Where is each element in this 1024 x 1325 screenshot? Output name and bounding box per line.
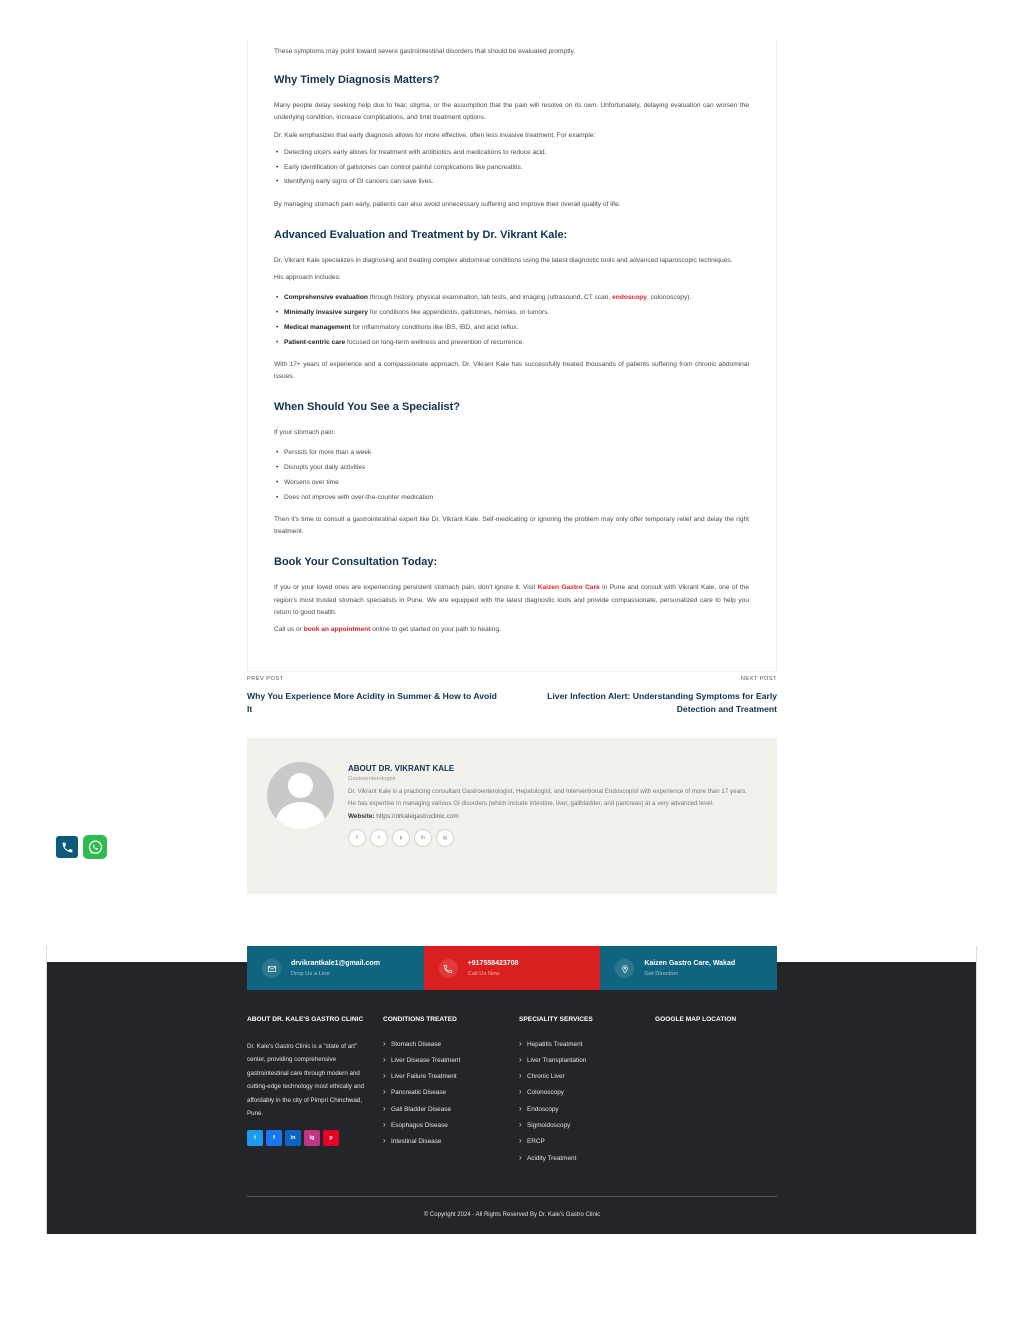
envelope-icon (262, 959, 281, 978)
footer-link[interactable]: › Colonoscopy (519, 1088, 644, 1098)
list-item: • Worsens over time (274, 477, 749, 489)
footer-link[interactable]: › Stomach Disease (383, 1040, 508, 1050)
instagram-icon[interactable]: ig (304, 1130, 320, 1146)
footer-link[interactable]: › Sigmoidoscopy (519, 1121, 644, 1131)
author-name: ABOUT DR. VIKRANT KALE (348, 764, 455, 773)
footer-link[interactable]: › Liver Failure Treatment (383, 1072, 508, 1082)
map-pin-icon (615, 959, 634, 978)
footer-conditions-column (383, 1013, 508, 1154)
prev-post-caption: PREV POST (247, 676, 284, 682)
footer-link[interactable]: › Hepatitis Treatment (519, 1040, 644, 1050)
floating-whatsapp-button[interactable] (83, 835, 107, 859)
text: If you or your loved ones are experiencing persistent stomach pain, don't ignore it. Visit (274, 584, 538, 592)
prev-post[interactable] (247, 676, 497, 715)
footer-link[interactable]: › ERCP (519, 1137, 644, 1147)
endoscopy-link[interactable]: endoscopy (612, 294, 647, 302)
paragraph: Then it's time to consult a gastrointestinal expert like Dr. Vikrant Kale. Self-medicating or ignoring the problem may only offer temporary relief and delay the right treatment. (274, 516, 749, 536)
footer-link[interactable]: › Acidity Treatment (519, 1154, 644, 1164)
next-post-title[interactable]: Liver Infection Alert: Understanding Symptoms for Early Detection and Treatment (547, 691, 777, 714)
heading-book-consultation: Book Your Consultation Today: (274, 556, 438, 569)
paragraph: His approach includes: (274, 274, 341, 282)
list-item (274, 322, 749, 334)
paragraph: If your stomach pain: (274, 429, 336, 437)
bold-term: Patient-centric care (284, 338, 346, 346)
author-website (348, 813, 748, 820)
email-address[interactable]: drvikrantkale1@gmail.com (291, 960, 380, 967)
footer-link[interactable]: › Chronic Liver (519, 1072, 644, 1082)
footer-conditions-list (383, 1040, 508, 1148)
paragraph: Dr. Vikrant Kale specializes in diagnosing and treating complex abdominal conditions using the latest diagnostic tools and advanced laparoscopic techniques. (274, 256, 733, 264)
phone-contact[interactable] (424, 946, 601, 990)
list-item: • Does not improve with over-the-counter medication (274, 492, 749, 504)
bold-term: Medical management (284, 323, 351, 331)
footer-services-title: SPECIALITY SERVICES (519, 1016, 593, 1023)
text: in Pune and consult with Vikrant Kale, one of the region's most trusted stomach specialists in Pune. We are equipped with the latest diagnostic tools and provide compassionate, personalized care to help you return to good health. (274, 584, 749, 616)
list-text: for inflammatory conditions like IBS, IBD, and acid reflux. (350, 323, 519, 331)
list-text: focused on long-term wellness and prevention of recurrence. (345, 338, 525, 346)
next-post[interactable] (517, 676, 777, 715)
heading-advanced-evaluation: Advanced Evaluation and Treatment by Dr. Vikrant Kale: (274, 228, 568, 241)
list-item (274, 337, 749, 349)
website-url[interactable]: https://drkalegastroclinic.com (374, 813, 459, 820)
author-box (247, 738, 777, 894)
footer-link[interactable]: › Pancreatic Disease (383, 1088, 508, 1098)
footer-link[interactable]: › Gall Bladder Disease (383, 1105, 508, 1115)
author-bio: Dr. Vikrant Kale is a practicing consultant Gastroenterologist, Hepatologist, and Interventional Endoscopist with experience of more than 17 years. He has expertise in managing various GI disorders (which include intestine, liver, gallbladder, and pancreas) at a very advanced level. (348, 788, 747, 807)
list-item: • Early identification of gallstones can control painful complications like pancreatitis. (274, 162, 749, 174)
article-intro: These symptoms may point toward severe gastrointestinal disorders that should be evaluated promptly. (274, 48, 576, 55)
linkedin-icon[interactable]: in (414, 829, 432, 847)
footer-conditions-title: CONDITIONS TREATED (383, 1016, 457, 1023)
list-item: • Detecting ulcers early allows for treatment with antibiotics and medications to reduce acid. (274, 147, 749, 159)
prev-post-title[interactable]: Why You Experience More Acidity in Summer & How to Avoid It (247, 691, 497, 714)
footer (47, 962, 976, 1234)
list-item: • Disrupts your daily activities (274, 462, 749, 474)
whatsapp-icon (87, 839, 104, 856)
heading-timely-diagnosis: Why Timely Diagnosis Matters? (274, 74, 440, 87)
footer-divider (247, 1196, 777, 1197)
list-item (274, 307, 749, 319)
pinterest-icon[interactable]: p (323, 1130, 339, 1146)
footer-about-text: Dr. Kale's Gastro Clinic is a "state of art" center, providing comprehensive gastrointestinal care through modern and cutting-edge technology most ethically and affordably in the city of Pimpri Chinchwad, Pune. (247, 1042, 364, 1117)
footer-link[interactable]: › Endoscopy (519, 1105, 644, 1115)
article-body (274, 46, 749, 641)
paragraph (274, 582, 749, 619)
paragraph (274, 624, 749, 636)
footer-map-column (655, 1013, 780, 1040)
heading-when-specialist: When Should You See a Specialist? (274, 401, 461, 414)
email-subtext: Drop Us a Line (291, 971, 330, 977)
footer-services-list (519, 1040, 644, 1164)
bold-term: Minimally invasive surgery (284, 309, 368, 317)
bullet-list (274, 292, 749, 349)
text: Call us or (274, 626, 304, 634)
location-subtext: Get Direction (644, 971, 679, 977)
book-appointment-link[interactable]: book an appointment (303, 626, 371, 634)
list-text: for conditions like appendicitis, gallstones, hernias, or tumors. (367, 309, 550, 317)
list-item: • Identifying early signs of GI cancers can save lives. (274, 176, 749, 188)
footer-link[interactable]: › Liver Disease Treatment (383, 1056, 508, 1066)
bullet-list (274, 147, 749, 189)
facebook-icon[interactable]: f (266, 1130, 282, 1146)
footer-social-links (247, 1130, 372, 1146)
twitter-icon[interactable]: t (370, 829, 388, 847)
footer-services-column (519, 1013, 644, 1170)
paragraph: With 17+ years of experience and a compassionate approach, Dr. Vikrant Kale has successfully treated thousands of patients suffering from chronic abdominal issues. (274, 360, 749, 381)
bullet-list (274, 447, 749, 504)
avatar-body (276, 802, 325, 829)
footer-about-title: ABOUT DR. KALE'S GASTRO CLINIC (247, 1016, 364, 1023)
contact-bar (247, 946, 777, 990)
location-contact[interactable] (600, 946, 777, 990)
paragraph: By managing stomach pain early, patients can also avoid unnecessary suffering and improve their overall quality of life. (274, 200, 621, 208)
next-post-caption: NEXT POST (740, 676, 777, 682)
list-text: , colonoscopy). (646, 294, 692, 302)
phone-icon (439, 959, 458, 978)
avatar-head (288, 773, 313, 798)
phone-number[interactable]: +917558423708 (467, 960, 519, 967)
copyright: © Copyright 2024 - All Rights Reserved By Dr. Kale's Gastro Clinic (423, 1212, 601, 1218)
phone-subtext: Call Us Now (467, 971, 500, 977)
instagram-icon[interactable]: ig (436, 829, 454, 847)
phone-icon (61, 841, 74, 854)
pinterest-icon[interactable]: p (392, 829, 410, 847)
footer-link[interactable]: › Intestinal Disease (383, 1137, 508, 1147)
linkedin-icon[interactable]: in (285, 1130, 301, 1146)
twitter-icon[interactable]: t (247, 1130, 263, 1146)
author-info (348, 764, 748, 847)
author-role: Gastroenterologist (348, 776, 396, 782)
text: online to get started on your path to healing. (370, 626, 501, 634)
bold-term: Comprehensive evaluation (284, 294, 368, 302)
location-name[interactable]: Kaizen Gastro Care, Wakad (644, 960, 736, 967)
email-contact[interactable] (247, 946, 424, 990)
paragraph: Many people delay seeking help due to fear, stigma, or the assumption that the pain will resolve on its own. Unfortunately, delaying evaluation can worsen the underlying condition, increase complications, and limit treatment options. (274, 102, 749, 122)
avatar (267, 762, 334, 829)
footer-link[interactable]: › Esophagus Disease (383, 1121, 508, 1131)
author-social-links (348, 829, 748, 847)
footer-link[interactable]: › Liver Transplantation (519, 1056, 644, 1066)
footer-about-column (247, 1013, 372, 1146)
paragraph: Dr. Kale emphasizes that early diagnosis allows for more effective, often less invasive treatment. For example: (274, 131, 596, 139)
website-label: Website: (348, 813, 375, 820)
kaizen-gastro-care-link[interactable]: Kaizen Gastro Care (537, 584, 600, 592)
list-text: through history, physical examination, lab tests, and imaging (ultrasound, CT scan, (367, 294, 613, 302)
list-item: • Persists for more than a week (274, 447, 749, 459)
footer-map-title: GOOGLE MAP LOCATION (655, 1016, 737, 1023)
floating-phone-button[interactable] (56, 836, 78, 858)
list-item (274, 292, 749, 304)
facebook-icon[interactable]: f (348, 829, 366, 847)
